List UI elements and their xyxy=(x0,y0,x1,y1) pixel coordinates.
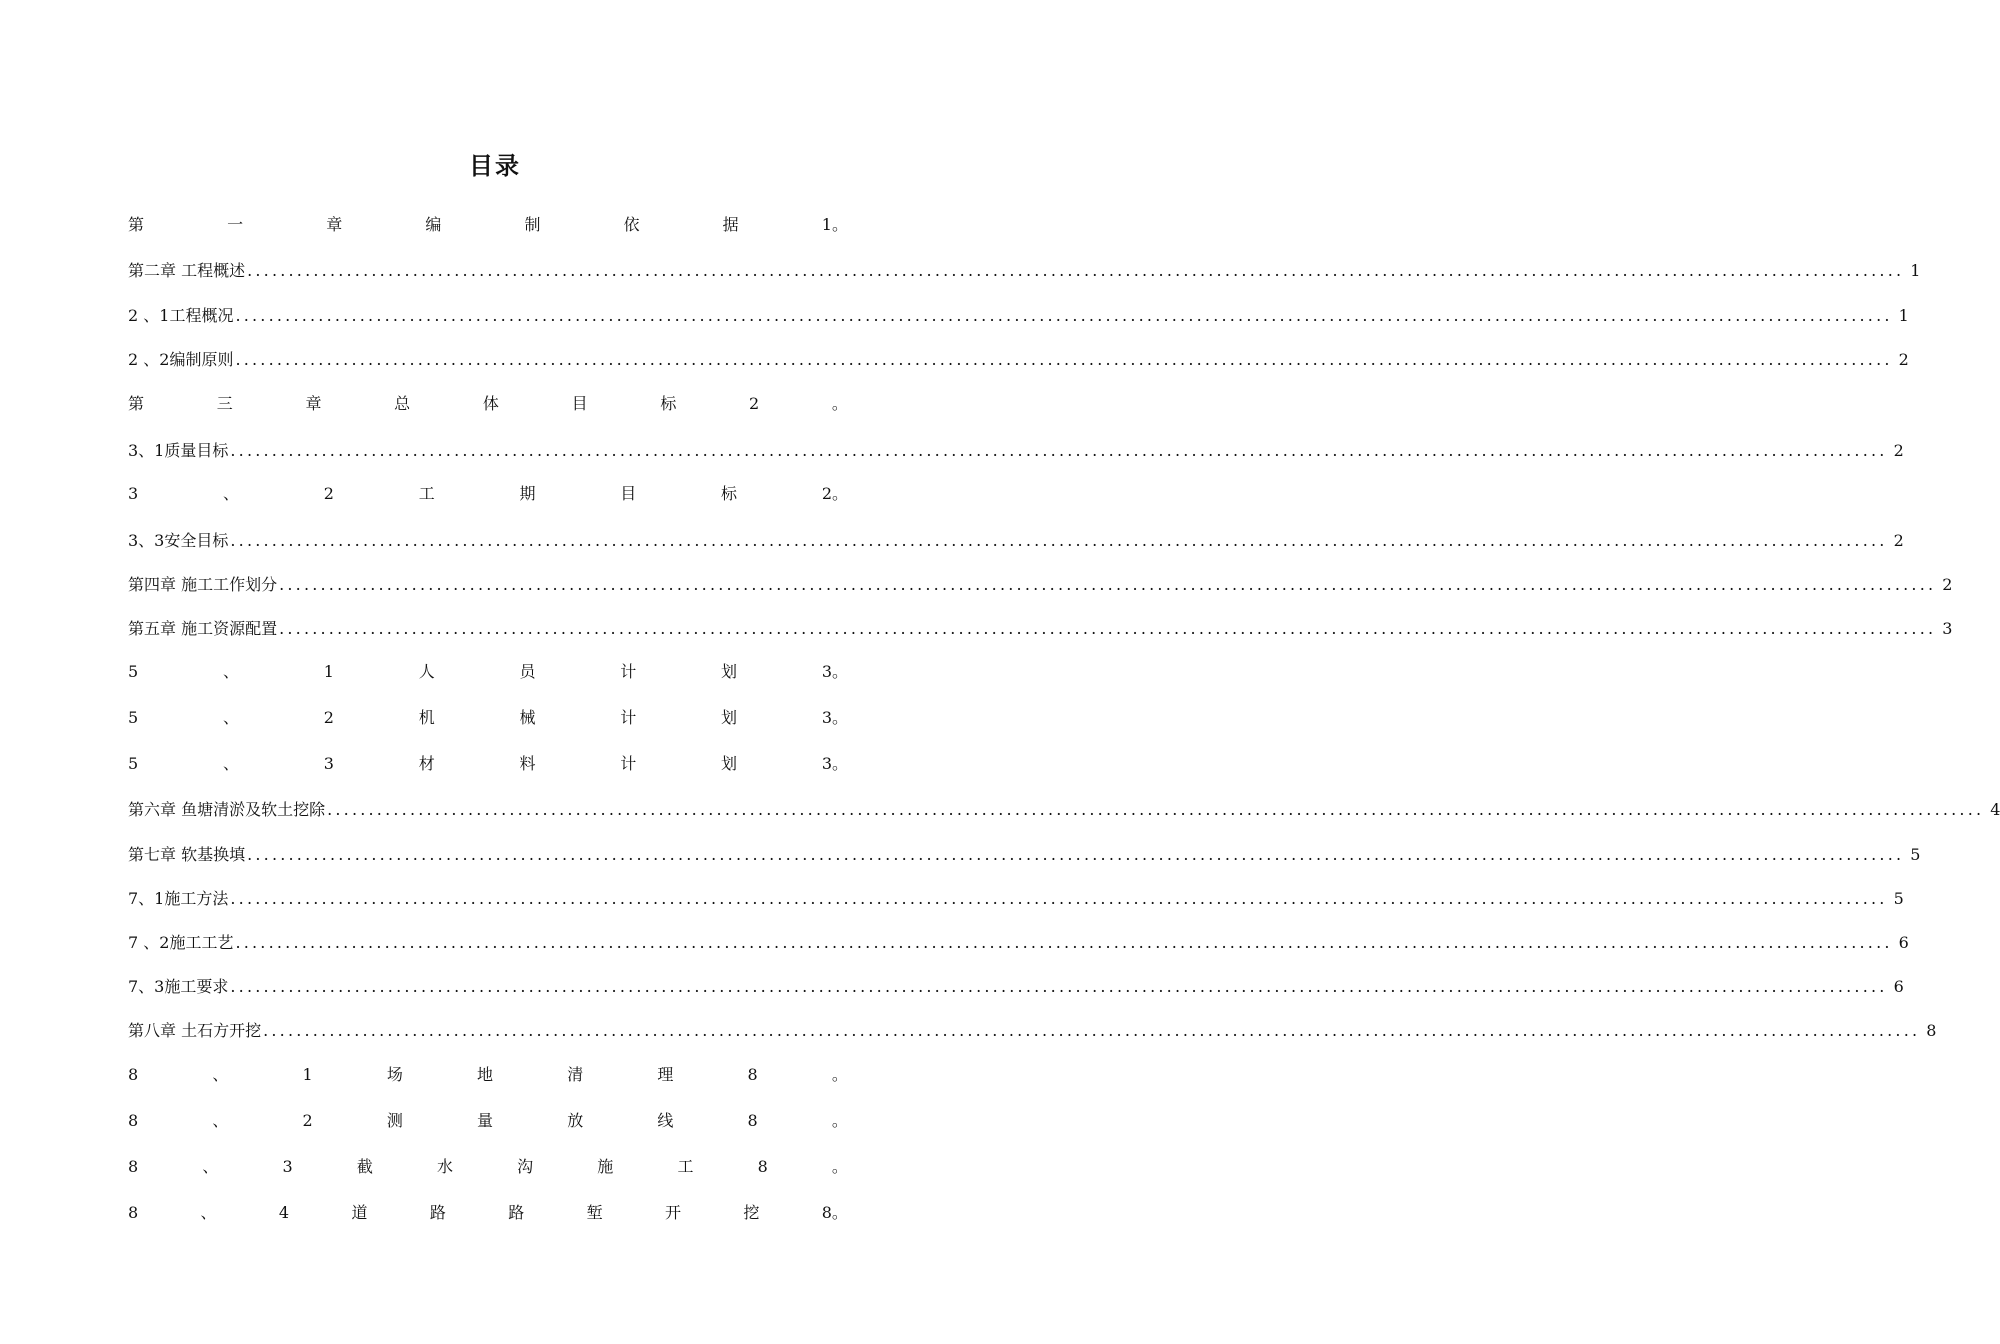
toc-entry-page: 2 xyxy=(1942,575,1953,594)
toc-entry-label: 第八章 土石方开挖 xyxy=(128,1021,262,1040)
toc-entry[interactable] xyxy=(128,616,1953,642)
toc-entry-token: 3。 xyxy=(821,708,848,727)
dot-leader: ........................................................................................................................................................................................................ xyxy=(230,977,1888,996)
toc-entry-token: 标 xyxy=(721,484,738,503)
toc-entry-token: 3 xyxy=(128,484,139,503)
toc-entry-token: 第 xyxy=(128,215,145,234)
toc-entry-token: 1 xyxy=(323,662,334,681)
toc-entry-token: 地 xyxy=(477,1065,494,1084)
toc-entry-token: 8 xyxy=(128,1111,139,1130)
toc-entry-label: 第五章 施工资源配置 xyxy=(128,619,278,638)
toc-entry-token: 1。 xyxy=(821,215,848,234)
toc-entry-label: 第四章 施工工作划分 xyxy=(128,575,278,594)
toc-entry-label: 7、1施工方法 xyxy=(128,889,229,908)
toc-entry-page: 2 xyxy=(1893,531,1904,550)
toc-entry-token: 2 xyxy=(302,1111,313,1130)
toc-entry-token: 标 xyxy=(660,394,677,413)
toc-entry-page: 5 xyxy=(1893,889,1904,908)
toc-entry-token: 章 xyxy=(305,394,322,413)
dot-leader: ........................................................................................................................................................................................................ xyxy=(279,575,1937,594)
toc-entry-token: 水 xyxy=(436,1157,453,1176)
toc-entry-token: 沟 xyxy=(517,1157,534,1176)
toc-entry-token: 、 xyxy=(202,1157,219,1176)
toc-entry-token: 场 xyxy=(386,1065,403,1084)
toc-entry-token: 期 xyxy=(519,484,536,503)
toc-entry-token: 机 xyxy=(418,708,435,727)
toc-entry-token: 3。 xyxy=(821,754,848,773)
toc-entry[interactable] xyxy=(128,1200,848,1226)
toc-entry-token: 3。 xyxy=(821,662,848,681)
toc-entry[interactable] xyxy=(128,1154,848,1180)
toc-entry-token: 划 xyxy=(721,754,738,773)
toc-entry-label: 2 、2编制原则 xyxy=(128,350,234,369)
toc-entry-token: 5 xyxy=(128,708,139,727)
toc-entry-token: 制 xyxy=(524,215,541,234)
toc-entry-label: 第六章 鱼塘清淤及软土挖除 xyxy=(128,800,326,819)
toc-entry[interactable] xyxy=(128,572,1953,598)
toc-entry-token: 、 xyxy=(222,754,239,773)
toc-entry[interactable] xyxy=(128,751,848,777)
toc-entry-token: 计 xyxy=(620,662,637,681)
toc-entry-token: 截 xyxy=(356,1157,373,1176)
toc-entry[interactable] xyxy=(128,481,848,507)
toc-entry-label: 第七章 软基换填 xyxy=(128,845,246,864)
dot-leader: ........................................................................................................................................................................................................ xyxy=(279,619,1937,638)
toc-entry[interactable] xyxy=(128,659,848,685)
toc-entry-token: 料 xyxy=(519,754,536,773)
toc-entry-token: 、 xyxy=(200,1203,217,1222)
toc-entry-token: 5 xyxy=(128,754,139,773)
toc-entry-token: 。 xyxy=(831,394,848,413)
toc-entry[interactable] xyxy=(128,886,1904,912)
toc-entry-token: 清 xyxy=(567,1065,584,1084)
toc-entry-token: 编 xyxy=(425,215,442,234)
toc-entry-token: 2 xyxy=(749,394,760,413)
toc-entry-page: 2 xyxy=(1898,350,1909,369)
toc-entry-token: 线 xyxy=(657,1111,674,1130)
toc-entry-token: 总 xyxy=(394,394,411,413)
toc-entry-token: 8 xyxy=(128,1065,139,1084)
dot-leader: ........................................................................................................................................................................................................ xyxy=(247,261,1905,280)
toc-entry-token: 。 xyxy=(831,1111,848,1130)
toc-entry-token: 8 xyxy=(757,1157,768,1176)
toc-entry-token: 第 xyxy=(128,394,145,413)
toc-entry-token: 开 xyxy=(664,1203,681,1222)
toc-entry-token: 员 xyxy=(519,662,536,681)
toc-entry[interactable] xyxy=(128,705,848,731)
dot-leader: ........................................................................................................................................................................................................ xyxy=(247,845,1905,864)
toc-entry[interactable] xyxy=(128,1062,848,1088)
toc-entry-page: 4 xyxy=(1990,800,2000,819)
toc-entry-token: 4 xyxy=(278,1203,290,1222)
toc-entry-token: 8。 xyxy=(821,1203,848,1222)
toc-entry[interactable] xyxy=(128,347,1909,373)
toc-entry-token: 2。 xyxy=(821,484,848,503)
toc-entry-label: 7 、2施工工艺 xyxy=(128,933,234,952)
toc-entry-token: 计 xyxy=(620,754,637,773)
toc-entry-token: 8 xyxy=(128,1157,139,1176)
toc-entry-token: 路 xyxy=(508,1203,525,1222)
dot-leader: ........................................................................................................................................................................................................ xyxy=(235,350,1893,369)
dot-leader: ........................................................................................................................................................................................................ xyxy=(230,441,1888,460)
toc-entry-token: 、 xyxy=(212,1111,229,1130)
toc-entry-page: 3 xyxy=(1942,619,1953,638)
toc-entry-token: 计 xyxy=(620,708,637,727)
toc-entry-token: 测 xyxy=(386,1111,403,1130)
toc-entry-label: 3、1质量目标 xyxy=(128,441,229,460)
toc-entry-token: 工 xyxy=(677,1157,694,1176)
toc-entry-token: 3 xyxy=(323,754,334,773)
toc-entry-page: 5 xyxy=(1910,845,1921,864)
toc-entry[interactable] xyxy=(128,1108,848,1134)
toc-title: 目录 xyxy=(469,152,521,180)
toc-entry-token: 挖 xyxy=(743,1203,760,1222)
dot-leader: ........................................................................................................................................................................................................ xyxy=(230,531,1888,550)
toc-entry-token: 划 xyxy=(721,662,738,681)
toc-entry-token: 目 xyxy=(571,394,588,413)
toc-entry-token: 5 xyxy=(128,662,139,681)
toc-entry-token: 章 xyxy=(326,215,343,234)
toc-entry[interactable] xyxy=(128,797,2000,823)
toc-entry-token: 依 xyxy=(623,215,640,234)
toc-entry-page: 6 xyxy=(1893,977,1904,996)
toc-entry-token: 人 xyxy=(418,662,435,681)
toc-entry-token: 堑 xyxy=(586,1203,603,1222)
toc-entry-token: 8 xyxy=(747,1111,758,1130)
toc-entry-token: 8 xyxy=(128,1203,139,1222)
toc-entry-token: 理 xyxy=(657,1065,674,1084)
toc-entry-token: 、 xyxy=(222,662,239,681)
toc-entry-page: 8 xyxy=(1926,1021,1937,1040)
toc-entry-page: 1 xyxy=(1910,261,1921,280)
toc-entry-token: 体 xyxy=(482,394,499,413)
toc-entry-token: 施 xyxy=(597,1157,614,1176)
toc-entry-token: 。 xyxy=(831,1065,848,1084)
toc-entry[interactable] xyxy=(128,974,1904,1000)
toc-entry-token: 。 xyxy=(831,1157,848,1176)
toc-entry[interactable] xyxy=(128,438,1904,464)
toc-entry[interactable] xyxy=(128,528,1904,554)
toc-entry-page: 1 xyxy=(1898,306,1909,325)
toc-entry-token: 划 xyxy=(721,708,738,727)
toc-entry-token: 目 xyxy=(620,484,637,503)
toc-entry-token: 材 xyxy=(418,754,435,773)
toc-entry[interactable] xyxy=(128,303,1909,329)
toc-entry-token: 量 xyxy=(477,1111,494,1130)
toc-entry-token: 2 xyxy=(323,708,334,727)
dot-leader: ........................................................................................................................................................................................................ xyxy=(235,306,1893,325)
toc-entry-token: 路 xyxy=(429,1203,446,1222)
toc-entry-token: 放 xyxy=(567,1111,584,1130)
toc-entry-token: 一 xyxy=(227,215,244,234)
toc-entry-token: 三 xyxy=(216,394,233,413)
toc-entry-token: 道 xyxy=(351,1203,368,1222)
dot-leader: ........................................................................................................................................................................................................ xyxy=(230,889,1888,908)
toc-entry-label: 第二章 工程概述 xyxy=(128,261,246,280)
dot-leader: ........................................................................................................................................................................................................ xyxy=(327,800,1985,819)
toc-entry-token: 1 xyxy=(302,1065,313,1084)
toc-entry-token: 、 xyxy=(222,708,239,727)
toc-entry-page: 2 xyxy=(1893,441,1904,460)
toc-entry[interactable] xyxy=(128,258,1921,284)
toc-entry-page: 6 xyxy=(1898,933,1909,952)
toc-entry[interactable] xyxy=(128,1018,1937,1044)
toc-entry-label: 7、3施工要求 xyxy=(128,977,229,996)
dot-leader: ........................................................................................................................................................................................................ xyxy=(235,933,1893,952)
toc-entry-token: 据 xyxy=(722,215,739,234)
dot-leader: ........................................................................................................................................................................................................ xyxy=(263,1021,1921,1040)
toc-entry-token: 3 xyxy=(282,1157,293,1176)
toc-entry[interactable] xyxy=(128,212,848,238)
toc-entry[interactable] xyxy=(128,391,848,417)
toc-entry[interactable] xyxy=(128,930,1909,956)
toc-entry-token: 械 xyxy=(519,708,536,727)
toc-entry-label: 2 、1工程概况 xyxy=(128,306,234,325)
toc-entry-token: 工 xyxy=(418,484,435,503)
toc-entry-label: 3、3安全目标 xyxy=(128,531,229,550)
toc-entry[interactable] xyxy=(128,842,1921,868)
toc-entry-token: 8 xyxy=(747,1065,758,1084)
toc-entry-token: 、 xyxy=(212,1065,229,1084)
toc-entry-token: 2 xyxy=(323,484,334,503)
toc-entry-token: 、 xyxy=(222,484,239,503)
